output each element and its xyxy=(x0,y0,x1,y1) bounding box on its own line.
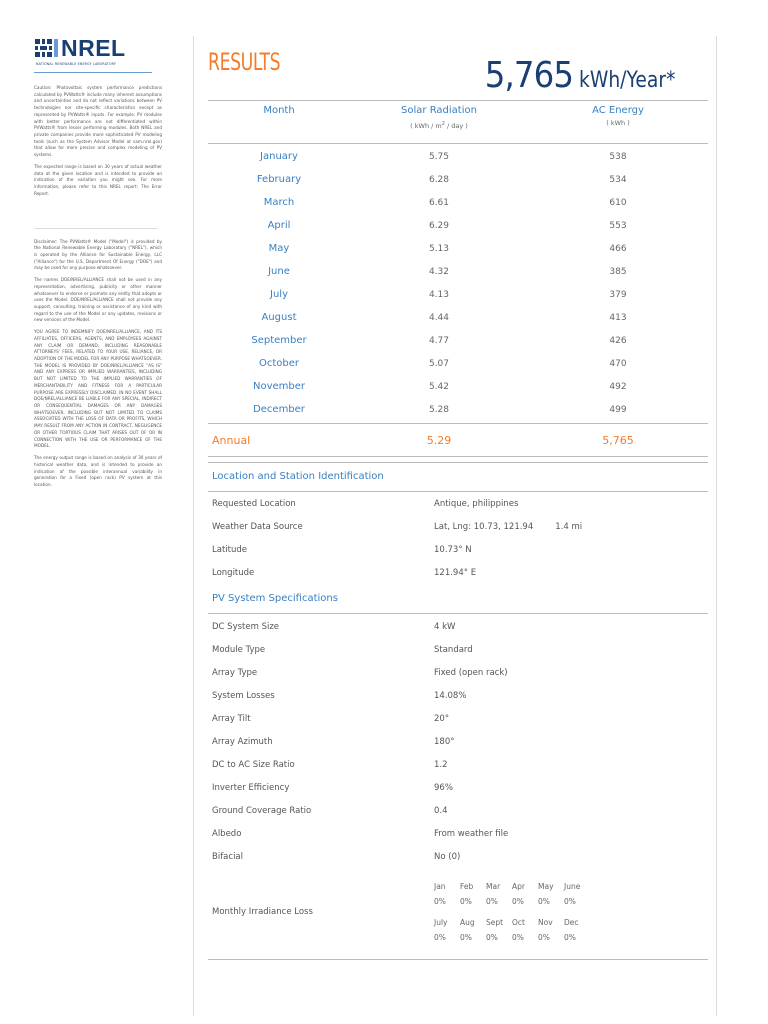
spec-label: Requested Location xyxy=(212,498,296,509)
spec-label: Ground Coverage Ratio xyxy=(212,805,312,816)
irradiance-month: July xyxy=(434,918,448,927)
month-cell: August xyxy=(261,312,297,323)
monthly-results-table xyxy=(208,101,708,457)
spec-row xyxy=(212,684,706,707)
pv-section-title: PV System Specifications xyxy=(212,593,338,604)
solar-cell: 4.32 xyxy=(428,266,450,277)
solar-cell: 5.28 xyxy=(428,404,450,415)
spec-value: 121.94° E xyxy=(434,567,477,578)
annual-ac: 5,765 xyxy=(602,433,634,447)
col-solar-label: Solar Radiation xyxy=(401,105,477,116)
annual-total xyxy=(475,55,693,96)
solar-cell: 5.42 xyxy=(428,381,450,392)
spec-row xyxy=(212,492,706,515)
ac-cell: 499 xyxy=(609,404,627,415)
location-table xyxy=(212,492,706,584)
table-row xyxy=(208,375,708,398)
location-section-title: Location and Station Identification xyxy=(212,471,384,482)
table-header xyxy=(208,101,708,143)
irradiance-value: 0% xyxy=(460,897,472,906)
spec-value: 4 kW xyxy=(434,621,456,632)
spec-label: Latitude xyxy=(212,544,247,555)
spec-row xyxy=(212,538,706,561)
spec-row xyxy=(212,615,706,638)
right-border xyxy=(716,36,717,1016)
table-row xyxy=(208,260,708,283)
annual-total-unit: kWh/Year* xyxy=(578,68,675,93)
month-cell: June xyxy=(268,266,290,277)
ac-cell: 379 xyxy=(609,289,627,300)
spec-label: System Losses xyxy=(212,690,275,701)
irradiance-value: 0% xyxy=(512,933,524,942)
irradiance-month: Sept xyxy=(486,918,504,927)
spec-row xyxy=(212,753,706,776)
spec-row xyxy=(212,730,706,753)
month-cell: July xyxy=(270,289,288,300)
logo-subtitle: NATIONAL RENEWABLE ENERGY LABORATORY xyxy=(36,62,117,66)
table-row xyxy=(208,237,708,260)
solar-cell: 5.75 xyxy=(428,151,450,162)
names-use-text: The names DOE/NREL/ALLIANCE shall not be used in any representation, advertising, publicity or other manner whatsoever to endorse or promote any entity that adopts or uses the Model. DOE/NREL/ALLIANCE shall not provide any support, consulting, training or assistance of any kind with regard to the use of the Model or any updates, revisions or new versions of the Model. xyxy=(34,277,162,323)
spec-row xyxy=(212,776,706,799)
irradiance-value: 0% xyxy=(538,933,550,942)
indemnify-text: YOU AGREE TO INDEMNIFY DOE/NREL/ALLIANCE, AND ITS AFFILIATES, OFFICERS, AGENTS, AND EMPLOYEES AGAINST ANY CLAIM OR DEMAND, INCLUDING REASONABLE ATTORNEYS' FEES, RELATED TO YOUR USE, RELIANCE, OR ADOPTION OF THE MODEL FOR ANY PURPOSE WHATSOEVER. THE MODEL IS PROVIDED BY DOE/NREL/ALLIANCE "AS IS" AND ANY EXPRESS OR IMPLIED WARRANTIES, INCLUDING BUT NOT LIMITED TO THE IMPLIED WARRANTIES OF MERCHANTABILITY AND FITNESS FOR A PARTICULAR PURPOSE ARE EXPRESSLY DISCLAIMED. IN NO EVENT SHALL DOE/NREL/ALLIANCE BE LIABLE FOR ANY SPECIAL, INDIRECT OR CONSEQUENTIAL DAMAGES OR ANY DAMAGES WHATSOEVER, INCLUDING BUT NOT LIMITED TO CLAIMS ASSOCIATED WITH THE LOSS OF DATA OR PROFITS, WHICH MAY RESULT FROM ANY ACTION IN CONTRACT, NEGLIGENCE OR OTHER TORTIOUS CLAIM THAT ARISES OUT OF OR IN CONNECTION WITH THE USE OR PERFORMANCE OF THE MODEL. xyxy=(34,329,163,449)
spec-label: Bifacial xyxy=(212,851,243,862)
spec-value: From weather file xyxy=(434,828,509,839)
spec-row xyxy=(212,638,706,661)
solar-cell: 5.07 xyxy=(428,358,450,369)
page-title: RESULTS xyxy=(208,48,281,76)
annual-row xyxy=(208,424,708,456)
ac-cell: 413 xyxy=(609,312,627,323)
irradiance-value: 0% xyxy=(434,897,446,906)
month-cell: May xyxy=(268,243,290,254)
sidebar-separator xyxy=(193,36,194,1016)
spec-value: 1.2 xyxy=(434,759,448,770)
solar-cell: 6.28 xyxy=(428,174,450,185)
month-cell: October xyxy=(258,358,300,369)
irradiance-month: Dec xyxy=(564,918,579,927)
month-cell: September xyxy=(251,335,307,346)
annual-solar: 5.29 xyxy=(426,433,452,447)
spec-row xyxy=(212,561,706,584)
col-ac-label: AC Energy xyxy=(592,105,644,116)
nrel-logo[interactable] xyxy=(34,36,162,60)
spec-value: Antique, philippines xyxy=(434,498,519,509)
spec-label: DC System Size xyxy=(212,621,280,632)
ac-cell: 466 xyxy=(609,243,627,254)
spec-value: 0.4 xyxy=(434,805,448,816)
irradiance-month: May xyxy=(538,882,554,891)
table-row xyxy=(208,398,708,421)
irradiance-loss-grid xyxy=(434,882,590,942)
spec-label: Array Azimuth xyxy=(212,736,273,747)
spec-row xyxy=(212,661,706,684)
month-rows xyxy=(208,145,708,421)
irradiance-value: 0% xyxy=(564,897,576,906)
table-row xyxy=(208,306,708,329)
expected-range-text: The expected range is based on 30 years of actual weather data at the given location and is intended to provide an indication of the variation you might see. For more information, please refer to this NREL report: The Error Report. xyxy=(34,163,162,196)
spec-label: Longitude xyxy=(212,567,255,578)
month-cell: November xyxy=(252,381,306,392)
spec-value: 180° xyxy=(434,736,455,747)
spec-row xyxy=(212,515,706,538)
irradiance-month: Oct xyxy=(512,918,525,927)
pv-bottom-rule xyxy=(208,959,708,960)
caution-text: Caution: Photovoltaic system performance predictions calculated by PVWatts® include many inherent assumptions and uncertainties and do not reflect variations between PV technologies nor site-specific characteristics except as represented by PVWatts® inputs. For example, PV modules with better performance are not differentiated within PVWatts® from lesser performing modules. Both NREL and private companies provide more sophisticated PV modeling tools (such as the System Advisor Model at sam.nrel.gov) that allow for more precise and complex modeling of PV systems. xyxy=(34,85,162,158)
spec-label: Array Type xyxy=(212,667,258,678)
irradiance-loss-label: Monthly Irradiance Loss xyxy=(212,907,313,917)
ac-cell: 492 xyxy=(609,381,627,392)
month-cell: March xyxy=(263,197,295,208)
irradiance-month: Apr xyxy=(512,882,525,891)
annual-label: Annual xyxy=(212,433,251,447)
irradiance-value: 0% xyxy=(538,897,550,906)
spec-row xyxy=(212,799,706,822)
col-solar-unit: ( kWh / $m^2$ / day ) xyxy=(410,121,468,131)
spec-value: Fixed (open rack) xyxy=(434,667,508,678)
irradiance-loss-block xyxy=(212,872,706,952)
table-row xyxy=(208,168,708,191)
energy-range-text: The energy output range is based on analysis of 30 years of historical weather data, and is intended to provide an indication of the possible interannual variability in generation for a Fixed (open rack) PV system at this location. xyxy=(34,455,162,487)
ac-cell: 534 xyxy=(609,174,627,185)
ac-cell: 385 xyxy=(609,266,627,277)
spec-value: Lat, Lng: 10.73, 121.94 1.4 mi xyxy=(434,521,583,532)
table-row xyxy=(208,191,708,214)
irradiance-value: 0% xyxy=(486,897,498,906)
spec-value: 14.08% xyxy=(434,690,467,701)
month-cell: January xyxy=(260,151,298,162)
irradiance-value: 0% xyxy=(460,933,472,942)
ac-cell: 610 xyxy=(609,197,627,208)
irradiance-month: Mar xyxy=(486,882,501,891)
table-row xyxy=(208,329,708,352)
table-row xyxy=(208,214,708,237)
irradiance-month: Jan xyxy=(434,882,446,891)
solar-cell: 4.13 xyxy=(428,289,450,300)
disclaimer-text: Disclaimer: The PVWatts® Model ("Model") is provided by the National Renewable Energy Laboratory ("NREL"), which is operated by the Alliance for Sustainable Energy, LLC ("Alliance") for the U.S. Department Of Energy ("DOE") and may be used for any purpose whatsoever. xyxy=(34,238,162,271)
nrel-logo-icon xyxy=(34,38,60,58)
ac-cell: 426 xyxy=(609,335,627,346)
solar-cell: 4.77 xyxy=(428,335,450,346)
month-cell: February xyxy=(256,174,302,185)
solar-cell: 6.61 xyxy=(428,197,450,208)
spec-row xyxy=(212,707,706,730)
sidebar-divider xyxy=(34,228,158,229)
solar-cell: 5.13 xyxy=(428,243,450,254)
logo-text: NREL xyxy=(61,35,126,61)
location-top-rule xyxy=(208,462,708,463)
spec-row xyxy=(212,822,706,845)
ac-cell: 538 xyxy=(609,151,627,162)
spec-label: Albedo xyxy=(212,828,242,839)
col-ac-header xyxy=(528,101,708,143)
spec-label: Inverter Efficiency xyxy=(212,782,290,793)
irradiance-month: Nov xyxy=(538,918,553,927)
spec-value: 10.73° N xyxy=(434,544,472,555)
col-solar-header xyxy=(350,101,528,143)
spec-value: 20° xyxy=(434,713,450,724)
spec-value: 96% xyxy=(434,782,453,793)
ac-cell: 470 xyxy=(609,358,627,369)
sidebar xyxy=(34,36,162,494)
irradiance-month: June xyxy=(564,882,581,891)
col-month-header: Month xyxy=(263,105,295,116)
col-ac-unit: ( kWh ) xyxy=(606,119,630,127)
table-row xyxy=(208,283,708,306)
spec-row xyxy=(212,845,706,868)
irradiance-value: 0% xyxy=(486,933,498,942)
pv-specs-table xyxy=(212,615,706,868)
table-row xyxy=(208,352,708,375)
spec-label: DC to AC Size Ratio xyxy=(212,759,295,770)
irradiance-month: Feb xyxy=(460,882,474,891)
annual-total-value: 5,765 xyxy=(484,55,573,96)
solar-cell: 4.44 xyxy=(428,312,450,323)
spec-label: Array Tilt xyxy=(212,713,251,724)
annual-bottom-rule xyxy=(208,456,708,457)
spec-value: No (0) xyxy=(434,851,461,862)
station-distance: 1.4 mi xyxy=(555,521,583,532)
ac-cell: 553 xyxy=(609,220,627,231)
irradiance-month: Aug xyxy=(460,918,475,927)
month-cell: December xyxy=(253,404,305,415)
table-row xyxy=(208,145,708,168)
spec-value: Standard xyxy=(434,644,473,655)
spec-label: Weather Data Source xyxy=(212,521,303,532)
irradiance-value: 0% xyxy=(564,933,576,942)
spec-label: Module Type xyxy=(212,644,266,655)
pv-title-rule xyxy=(208,613,708,614)
irradiance-value: 0% xyxy=(434,933,446,942)
solar-cell: 6.29 xyxy=(428,220,450,231)
irradiance-value: 0% xyxy=(512,897,524,906)
month-cell: April xyxy=(267,220,291,231)
